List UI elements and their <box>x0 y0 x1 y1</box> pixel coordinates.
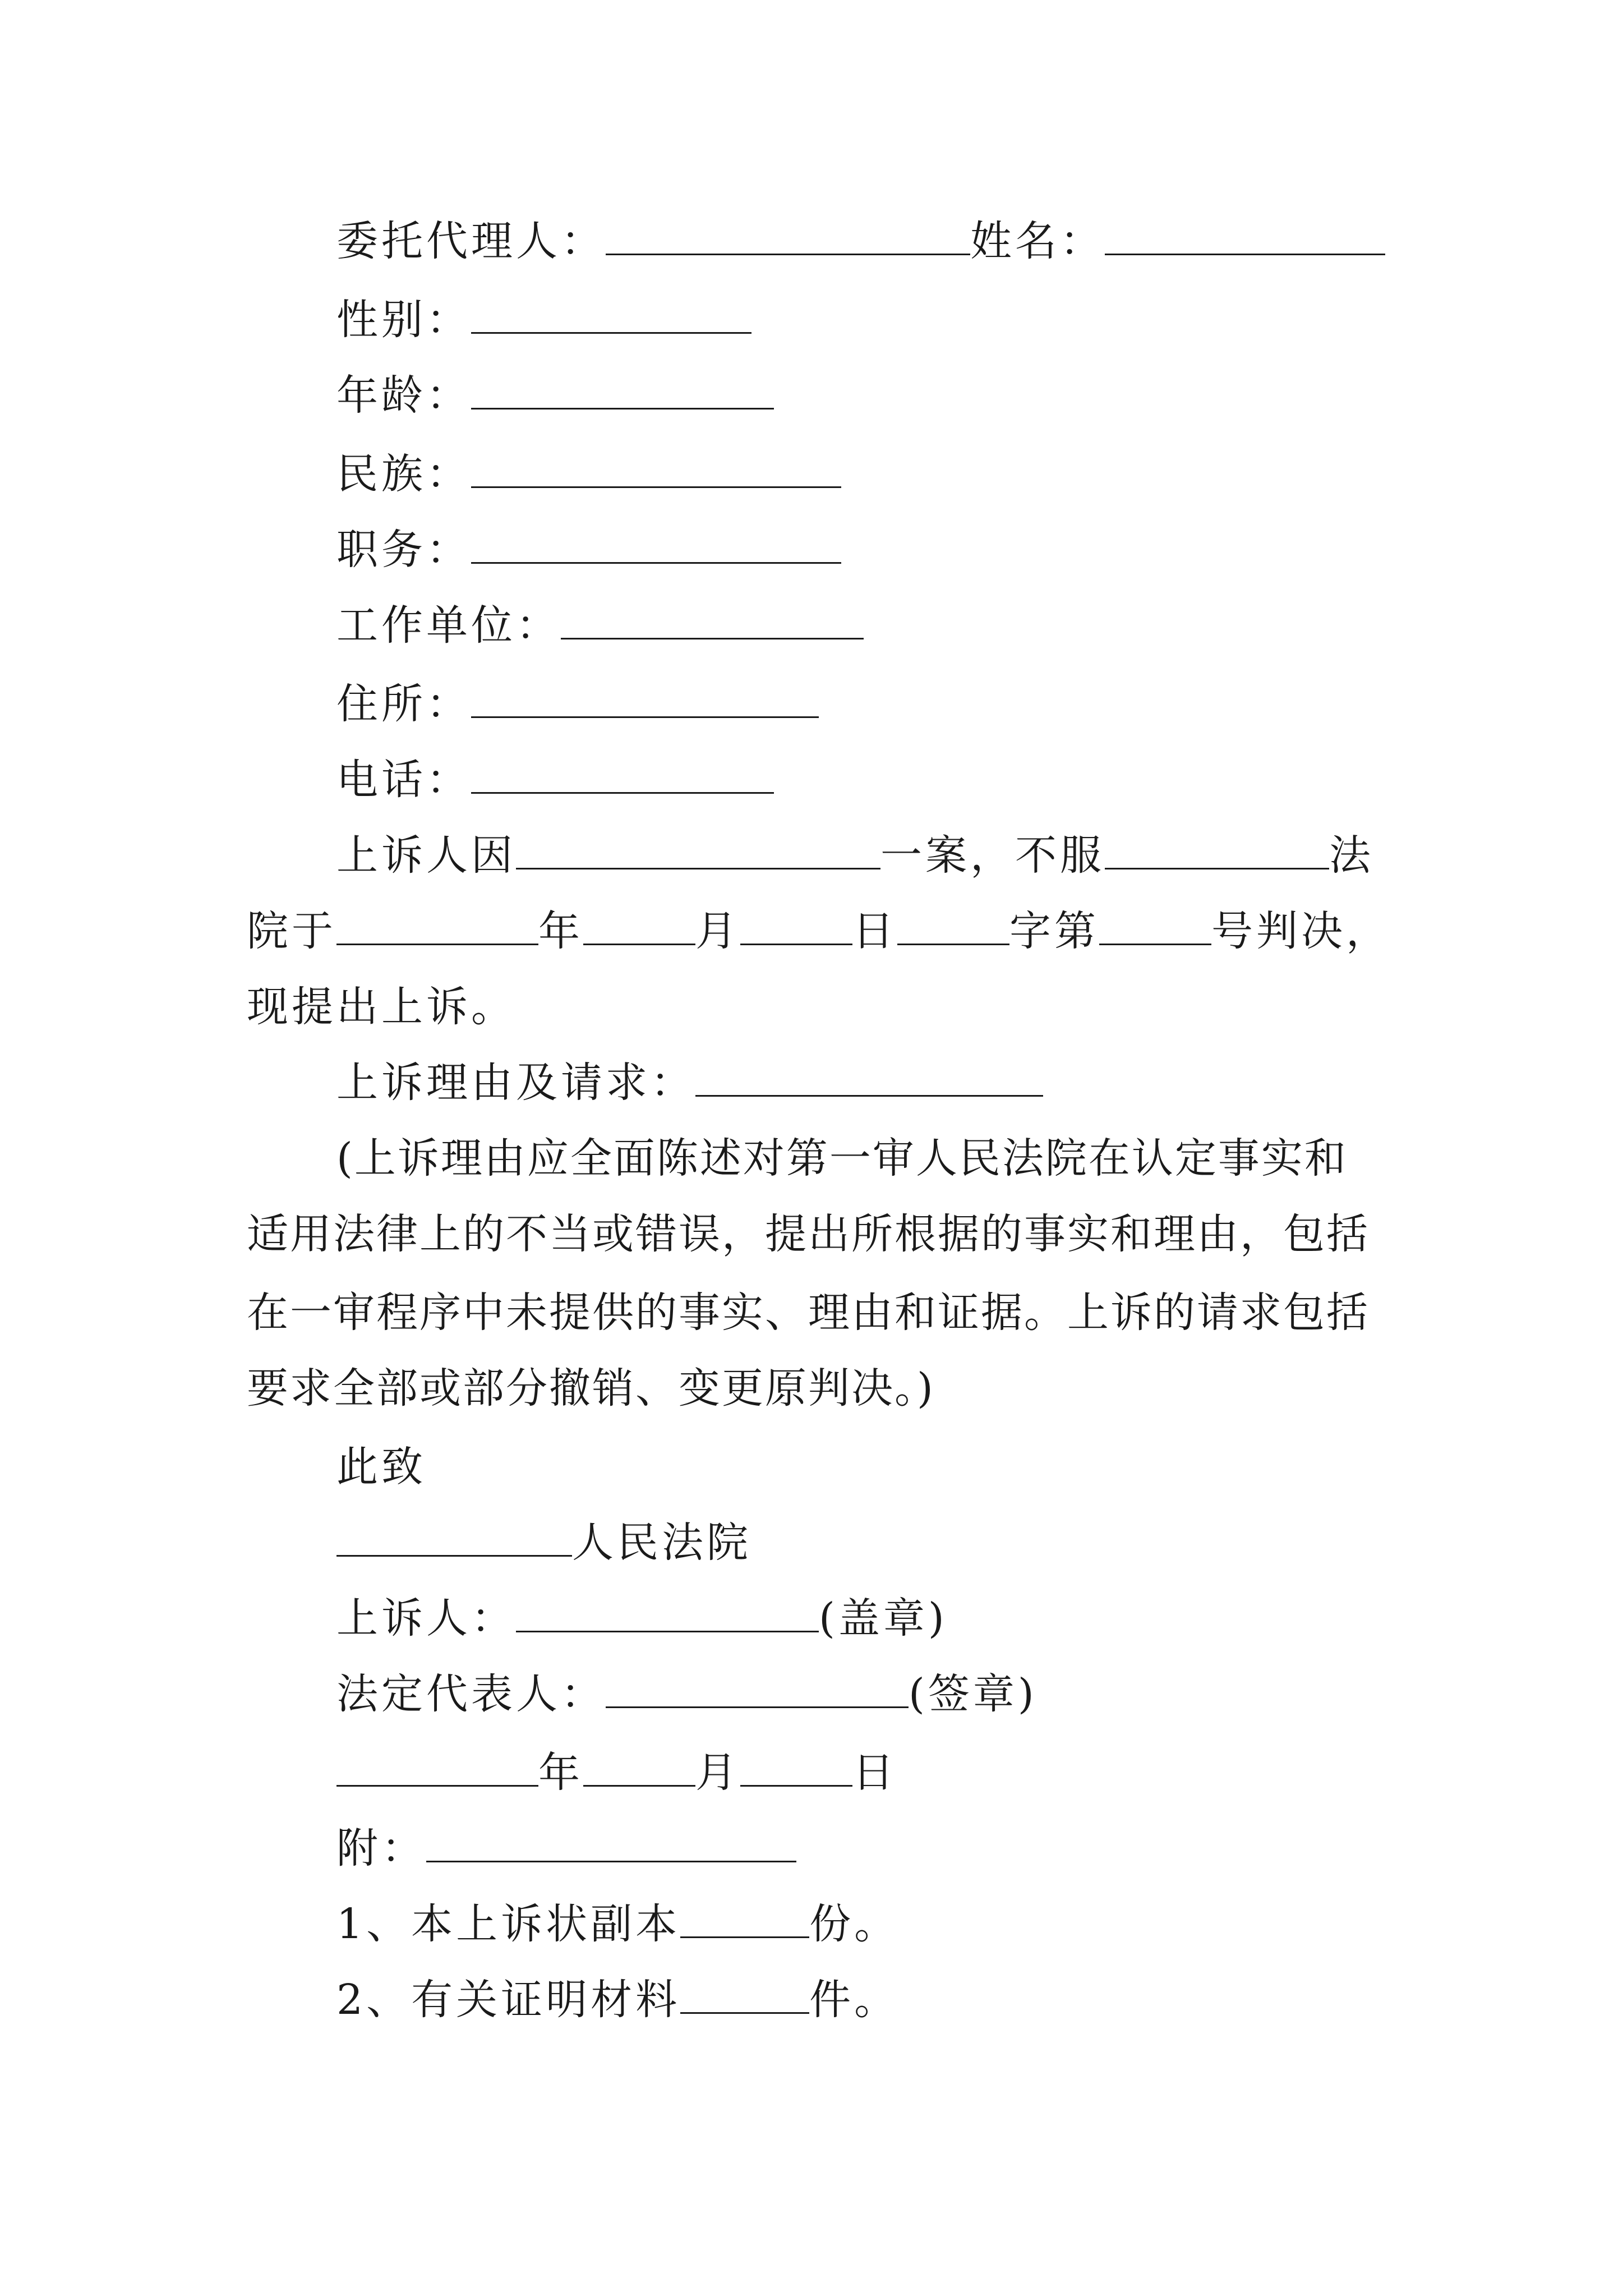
zi-blank[interactable] <box>897 910 1009 945</box>
age-label: 年龄： <box>336 371 471 420</box>
note-text-3: 在一审程序中未提供的事实、理由和证据。上诉的请求包括 <box>247 1289 1370 1337</box>
gender-blank[interactable] <box>471 298 751 334</box>
agent-row <box>336 213 1385 269</box>
attachments-label: 附： <box>336 1824 426 1872</box>
employer-blank[interactable] <box>561 604 864 639</box>
note-line-2 <box>247 1206 1370 1262</box>
attachments-row <box>336 1820 796 1876</box>
position-blank[interactable] <box>471 528 841 564</box>
gender-label: 性别： <box>336 296 471 344</box>
legal-rep-label: 法定代表人： <box>336 1670 606 1718</box>
appellant-label: 上诉人： <box>336 1594 516 1642</box>
phone-label: 电话： <box>336 756 471 804</box>
attachment-item-1 <box>336 1896 899 1952</box>
note-text-2: 适用法律上的不当或错误，提出所根据的事实和理由，包括 <box>247 1210 1370 1258</box>
appeal-l1-b: 一案，不服 <box>880 831 1105 880</box>
case-blank[interactable] <box>516 834 880 869</box>
note-text-1: (上诉理由应全面陈述对第一审人民法院在认定事实和 <box>336 1134 1348 1182</box>
ethnicity-label: 民族： <box>336 450 471 498</box>
legal-rep-blank[interactable] <box>606 1673 909 1708</box>
ethnicity-row <box>336 446 841 502</box>
date-row <box>336 1745 897 1801</box>
position-label: 职务： <box>336 526 471 574</box>
appeal-line-1 <box>336 827 1374 884</box>
agent-blank[interactable] <box>606 220 970 255</box>
name-label: 姓名： <box>970 217 1105 265</box>
appeal-line-2 <box>247 903 1391 959</box>
signature-text: (签章) <box>909 1670 1038 1718</box>
appeal-l2-year: 年 <box>538 907 583 955</box>
attachment-2-text: 2、有关证明材料 <box>336 1976 681 2024</box>
address-label: 住所： <box>336 680 471 728</box>
salutation-text: 此致 <box>336 1443 426 1491</box>
salutation <box>336 1439 426 1495</box>
appeal-l1-a: 上诉人因 <box>336 831 516 880</box>
name-blank[interactable] <box>1105 220 1385 255</box>
materials-blank[interactable] <box>680 1978 809 2014</box>
date-day-blank[interactable] <box>740 1751 852 1787</box>
note-text-4: 要求全部或部分撤销、变更原判决。) <box>247 1364 935 1412</box>
month-blank[interactable] <box>583 910 695 945</box>
note-line-1 <box>336 1130 1348 1186</box>
day-blank[interactable] <box>740 910 852 945</box>
appeal-l1-c: 法 <box>1329 831 1374 880</box>
appeal-line-3 <box>247 979 516 1035</box>
court-blank-1[interactable] <box>1105 834 1329 869</box>
appellant-row <box>336 1590 948 1646</box>
reasons-row <box>336 1055 1043 1111</box>
reasons-blank[interactable] <box>695 1061 1043 1097</box>
date-year: 年 <box>538 1749 583 1797</box>
attachment-1-unit: 份。 <box>809 1900 900 1948</box>
address-blank[interactable] <box>471 683 819 718</box>
note-line-4 <box>247 1360 935 1416</box>
ethnicity-blank[interactable] <box>471 453 841 488</box>
legal-rep-row <box>336 1666 1038 1722</box>
date-day: 日 <box>852 1749 897 1797</box>
date-month: 月 <box>695 1749 740 1797</box>
address-row <box>336 676 819 732</box>
age-blank[interactable] <box>471 374 774 409</box>
phone-blank[interactable] <box>471 758 774 794</box>
appeal-l2-zi: 字第 <box>1009 907 1099 955</box>
appeal-l2-end: 号判决， <box>1211 907 1391 955</box>
appellant-blank[interactable] <box>516 1597 819 1632</box>
appeal-l2-month: 月 <box>695 907 740 955</box>
date-year-blank[interactable] <box>336 1751 538 1787</box>
appeal-l3: 现提出上诉。 <box>247 983 516 1031</box>
copies-blank[interactable] <box>680 1903 809 1938</box>
agent-label: 委托代理人： <box>336 217 606 265</box>
court-name-blank[interactable] <box>336 1521 572 1557</box>
date-month-blank[interactable] <box>583 1751 695 1787</box>
seal-text: (盖章) <box>819 1594 948 1642</box>
note-line-3 <box>247 1285 1370 1341</box>
court-row <box>336 1515 751 1571</box>
appeal-l2-day: 日 <box>852 907 897 955</box>
appeal-l2-a: 院于 <box>247 907 336 955</box>
court-label: 人民法院 <box>572 1519 751 1567</box>
attachment-item-2 <box>336 1972 899 2028</box>
year-blank[interactable] <box>336 910 538 945</box>
position-row <box>336 522 841 578</box>
attachments-blank[interactable] <box>426 1827 796 1862</box>
employer-row <box>336 597 864 654</box>
gender-row <box>336 292 751 348</box>
attachment-1-text: 1、本上诉状副本 <box>336 1900 681 1948</box>
age-row <box>336 367 774 424</box>
number-blank[interactable] <box>1099 910 1211 945</box>
employer-label: 工作单位： <box>336 601 561 650</box>
reasons-label: 上诉理由及请求： <box>336 1059 695 1107</box>
phone-row <box>336 752 774 808</box>
attachment-2-unit: 件。 <box>809 1976 900 2024</box>
